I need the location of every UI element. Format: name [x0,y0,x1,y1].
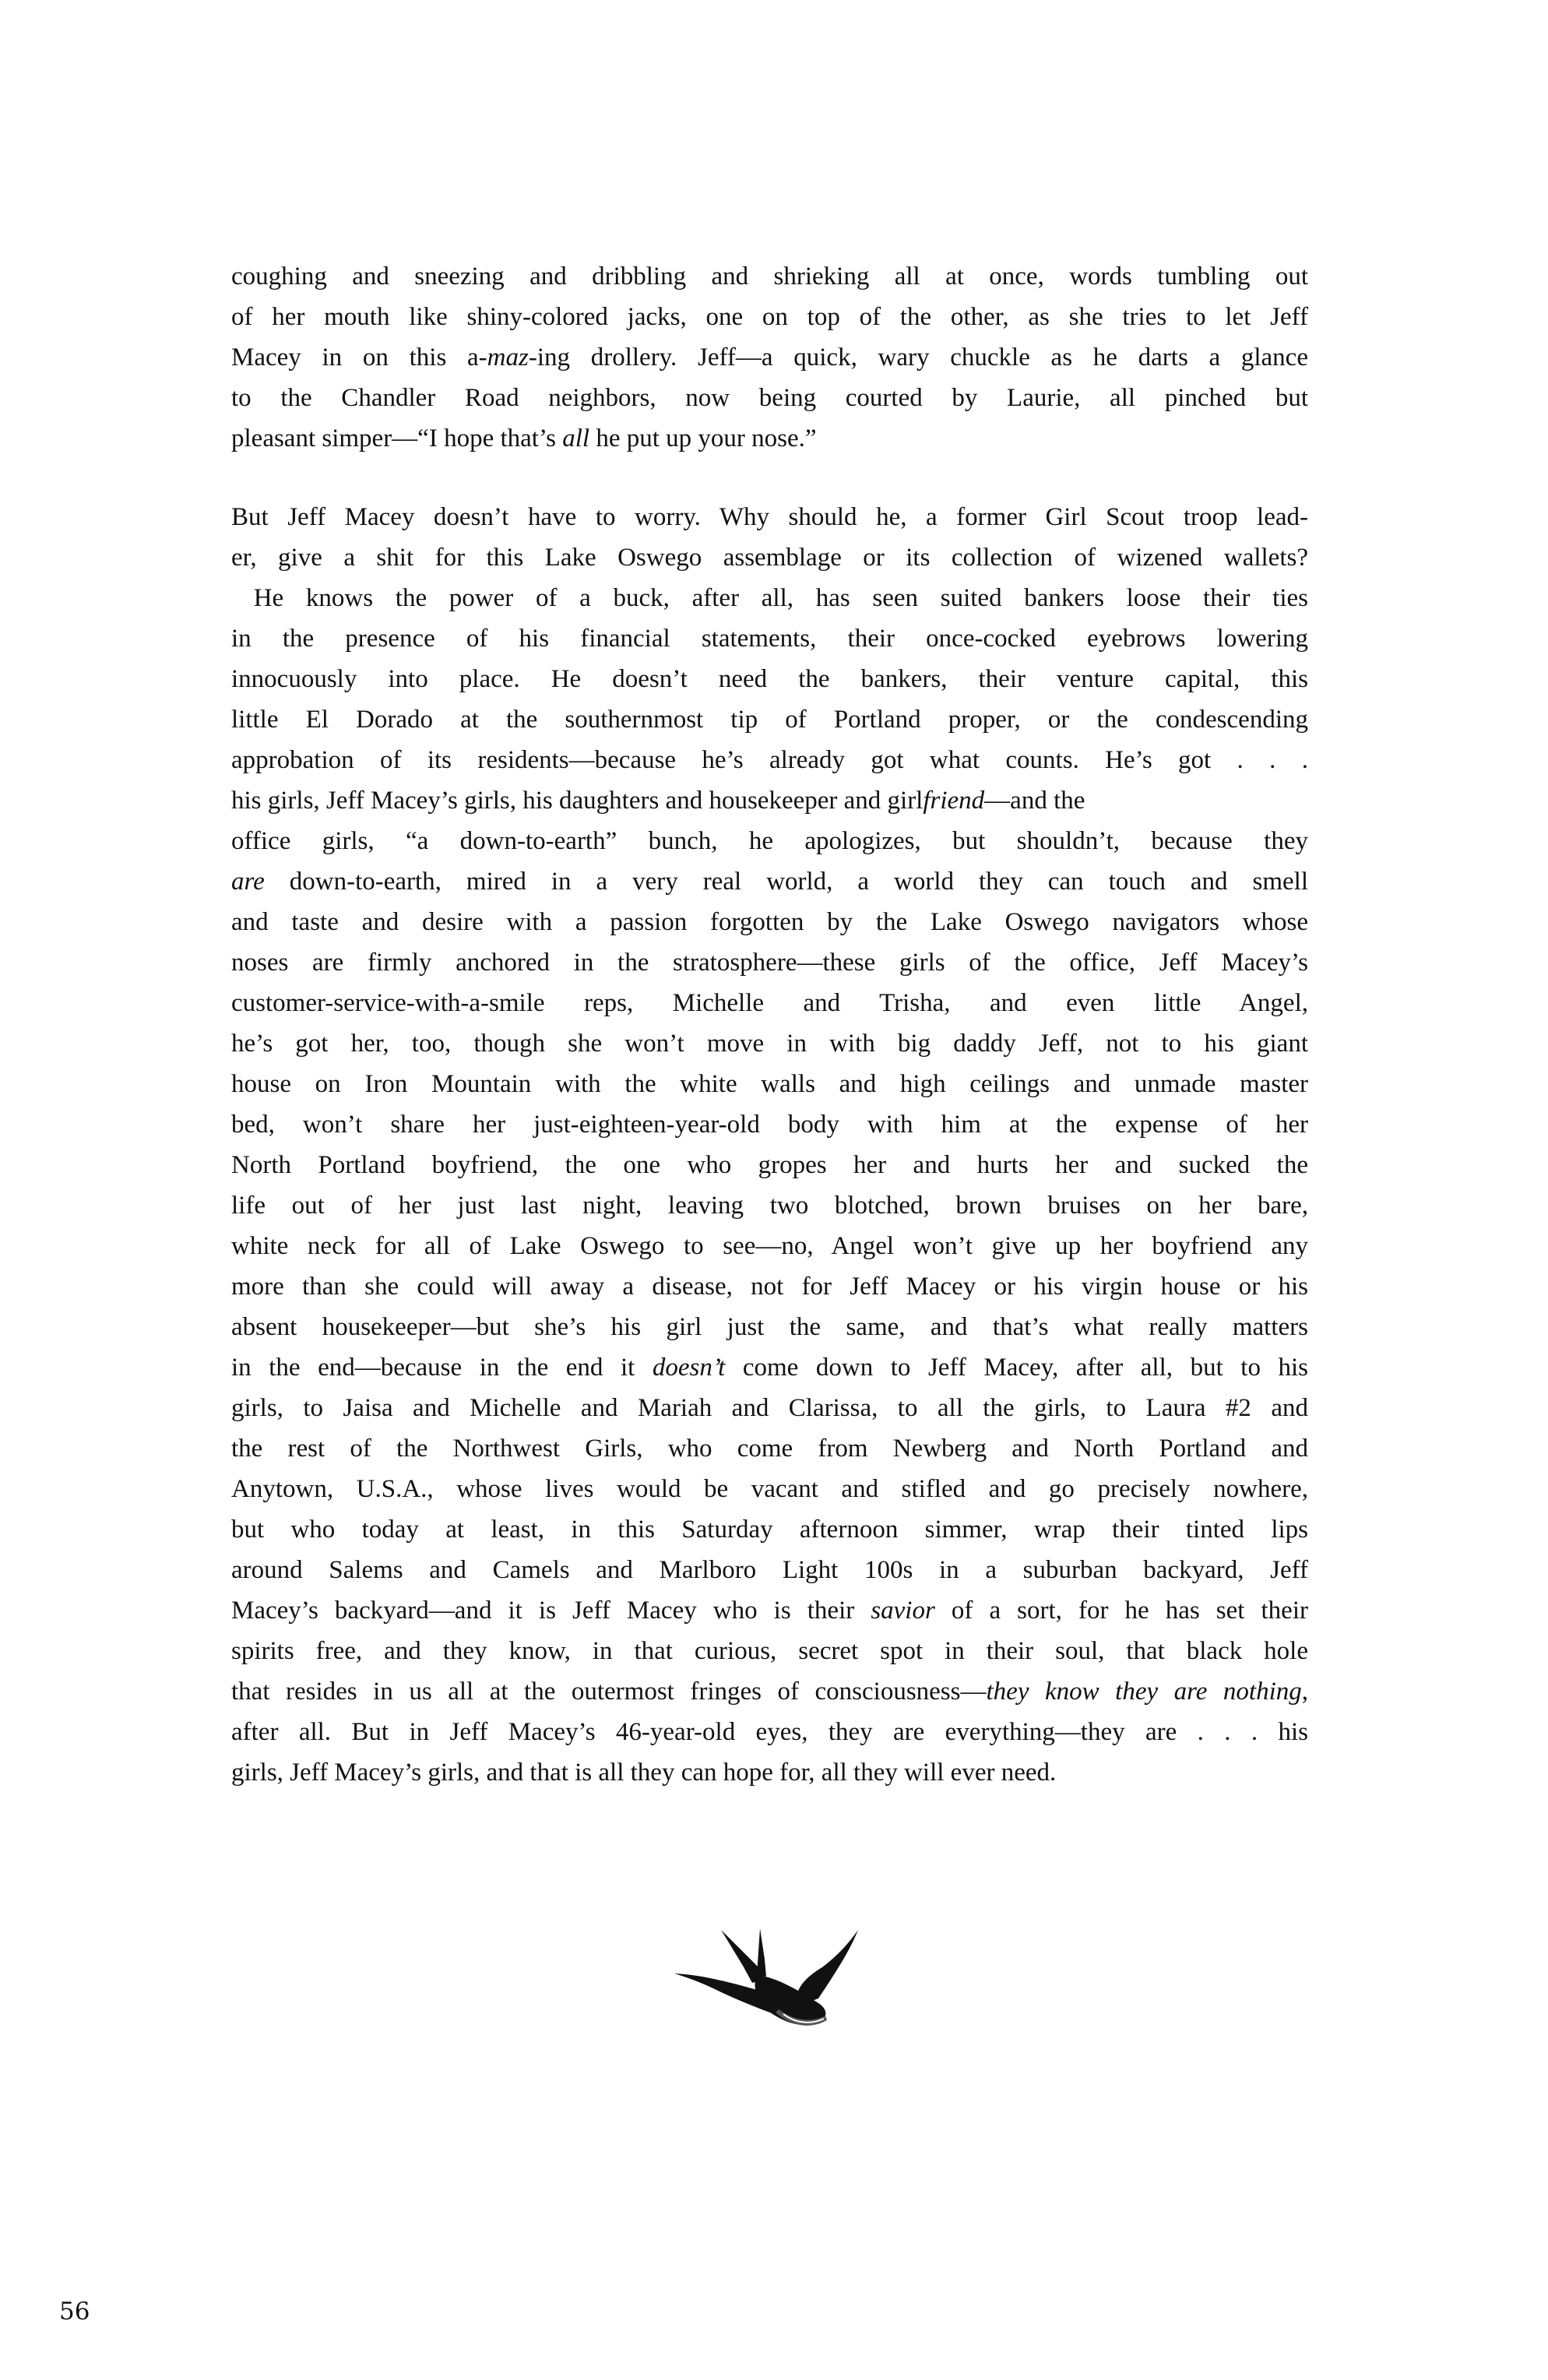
text-line-content [231,1759,1056,1787]
text-line-content [231,1232,1308,1260]
text-segment: and taste and desire with a passion forgotten by the Lake Oswego navigators whose [231,908,1308,936]
text-line-content [231,1273,1308,1301]
text-segment: office girls, “a down-to-earth” bunch, he apologizes, but shouldn’t, because they [231,827,1308,855]
text-segment: approbation of its residents—because he’s already got what counts. He’s got . . . [231,746,1308,774]
text-line [231,578,1308,618]
text-segment: that resides in us all at the outermost fringes of consciousness— [231,1678,987,1706]
text-segment: North Portland boyfriend, the one who gropes her and hurts her and sucked the [231,1151,1308,1179]
text-line-content [231,1313,1308,1341]
text-segment: of her mouth like shiny-colored jacks, one on top of the other, as she tries to let Jeff [231,303,1308,331]
text-line [231,740,1308,780]
text-line [231,1631,1308,1671]
text-line [231,297,1308,337]
text-segment: he’s got her, too, though she won’t move in with big daddy Jeff, not to his giant [231,1030,1308,1058]
text-line [231,1671,1308,1712]
text-segment: come down to Jeff Macey, after all, but to his [725,1354,1308,1382]
text-line [231,537,1308,578]
text-segment: coughing and sneezing and dribbling and shrieking all at once, words tumbling out [231,262,1308,290]
text-line [231,1347,1308,1388]
text-line-content [231,1718,1308,1746]
text-line-content [231,1151,1308,1179]
italic-text: are [231,868,265,896]
text-line-content [231,1556,1308,1584]
text-line [231,1226,1308,1266]
text-segment: He knows the power of a buck, after all, has seen suited bankers loose their ties [231,584,1308,612]
text-line-content [231,746,1308,774]
italic-text: friend [923,787,985,815]
text-segment: in the presence of his financial statements, their once-cocked eyebrows lowering [231,625,1308,653]
text-line [231,1266,1308,1307]
text-segment: , [1301,1678,1308,1706]
paragraph-2 [231,497,1308,1793]
text-line [231,418,1308,459]
text-line-content [231,262,1308,290]
text-line-content [231,1678,1308,1706]
text-line-content [231,625,1308,653]
text-line-content [231,1637,1308,1665]
text-segment: girls, to Jaisa and Michelle and Mariah and Clarissa, to all the girls, to Laura #2 and [231,1394,1308,1422]
text-line-content [231,1030,1308,1058]
text-line-content [231,665,1308,693]
text-line [231,378,1308,418]
italic-text: doesn’t [652,1354,726,1382]
text-segment: —and the [984,787,1085,815]
text-line [231,497,1308,537]
text-line-content [231,303,1308,331]
text-line-content [231,503,1308,531]
text-line [231,1752,1308,1793]
page-number: 56 [59,2297,90,2325]
text-segment: little El Dorado at the southernmost tip of Portland proper, or the condescending [231,706,1308,734]
text-segment: innocuously into place. He doesn’t need the bankers, their venture capital, this [231,665,1308,693]
text-line-content [231,780,1085,821]
text-segment: noses are firmly anchored in the stratosphere—these girls of the office, Jeff Macey’s [231,949,1308,977]
text-segment: house on Iron Mountain with the white walls and high ceilings and unmade master [231,1070,1308,1098]
text-line [231,1104,1308,1145]
text-line-content [231,1597,1308,1625]
text-line [231,1509,1308,1550]
text-segment: customer-service-with-a-smile reps, Michelle and Trisha, and even little Angel, [231,989,1308,1017]
text-segment: pleasant simper—“I hope that’s [231,424,563,452]
text-segment: he put up your nose.” [589,424,817,452]
text-line-content [231,1192,1308,1220]
italic-text: savior [871,1597,935,1625]
text-line-content [231,706,1308,734]
text-line [231,1185,1308,1226]
text-segment: -ing drollery. Jeff—a quick, wary chuckle as he darts a glance [528,343,1308,371]
text-segment: the rest of the Northwest Girls, who come from Newberg and North Portland and [231,1435,1308,1463]
text-line [231,1023,1308,1064]
text-line-content [231,908,1308,936]
text-line [231,1590,1308,1631]
text-line [231,1428,1308,1469]
text-line-content [231,343,1308,371]
text-line-content [231,1070,1308,1098]
text-segment: er, give a shit for this Lake Oswego assemblage or its collection of wizened wallets? [231,544,1308,572]
text-segment: white neck for all of Lake Oswego to see—no, Angel won’t give up her boyfriend any [231,1232,1308,1260]
text-line [231,1712,1308,1752]
text-segment: life out of her just last night, leaving two blotched, brown bruises on her bare, [231,1192,1308,1220]
text-line-content [231,989,1308,1017]
text-line [231,942,1308,983]
text-line-content [231,424,817,452]
text-line [231,618,1308,659]
paragraph-1 [231,256,1308,459]
text-line [231,821,1308,861]
text-line-content [231,868,1308,896]
text-line-content [231,1394,1308,1422]
text-segment: Anytown, U.S.A., whose lives would be vacant and stifled and go precisely nowhere, [231,1475,1308,1503]
text-line-content [231,544,1308,572]
text-line [231,699,1308,740]
text-segment: Macey in on this a- [231,343,487,371]
swallow-bird-ornament [674,1928,860,2031]
text-line [231,902,1308,942]
text-line-content [231,1516,1308,1544]
text-segment: more than she could will away a disease, not for Jeff Macey or his virgin house or his [231,1273,1308,1301]
text-segment: of a sort, for he has set their [934,1597,1308,1625]
text-line-content [231,1111,1308,1139]
text-line-content [231,384,1308,412]
text-segment: Macey’s backyard—and it is Jeff Macey who is their [231,1597,871,1625]
text-segment: bed, won’t share her just-eighteen-year-old body with him at the expense of her [231,1111,1308,1139]
text-segment: girls, Jeff Macey’s girls, and that is all they can hope for, all they will ever need. [231,1759,1057,1787]
text-line-content [231,949,1308,977]
text-line [231,659,1308,699]
text-segment: But Jeff Macey doesn’t have to worry. Why should he, a former Girl Scout troop lead- [231,503,1308,531]
text-segment: around Salems and Camels and Marlboro Light 100s in a suburban backyard, Jeff [231,1556,1308,1584]
text-line-content [231,827,1308,855]
text-line-content [231,584,1308,612]
text-line [231,1307,1308,1347]
text-line-content [231,1435,1308,1463]
text-line [231,780,1308,821]
text-line [231,1064,1308,1104]
italic-text: they know they are nothing [986,1678,1302,1706]
text-line [231,861,1308,902]
text-segment: after all. But in Jeff Macey’s 46-year-old eyes, they are everything—they are . . . his [231,1718,1308,1746]
text-line [231,337,1308,378]
text-line [231,1145,1308,1185]
italic-text: all [562,424,590,452]
text-line [231,1550,1308,1590]
text-segment: spirits free, and they know, in that curious, secret spot in their soul, that black hole [231,1637,1308,1665]
text-segment: down-to-earth, mired in a very real world, a world they can touch and smell [264,868,1308,896]
text-line [231,983,1308,1023]
text-segment: to the Chandler Road neighbors, now being courted by Laurie, all pinched but [231,384,1308,412]
text-line [231,256,1308,297]
text-segment: his girls, Jeff Macey’s girls, his daughters and housekeeper and girl [231,787,924,815]
text-line [231,1469,1308,1509]
text-line-content [231,1354,1308,1382]
italic-text: maz [487,343,529,371]
text-line-content [231,1475,1308,1503]
text-segment: in the end—because in the end it [231,1354,653,1382]
text-segment: but who today at least, in this Saturday afternoon simmer, wrap their tinted lips [231,1516,1308,1544]
text-line [231,1388,1308,1428]
text-segment: absent housekeeper—but she’s his girl just the same, and that’s what really matters [231,1313,1308,1341]
